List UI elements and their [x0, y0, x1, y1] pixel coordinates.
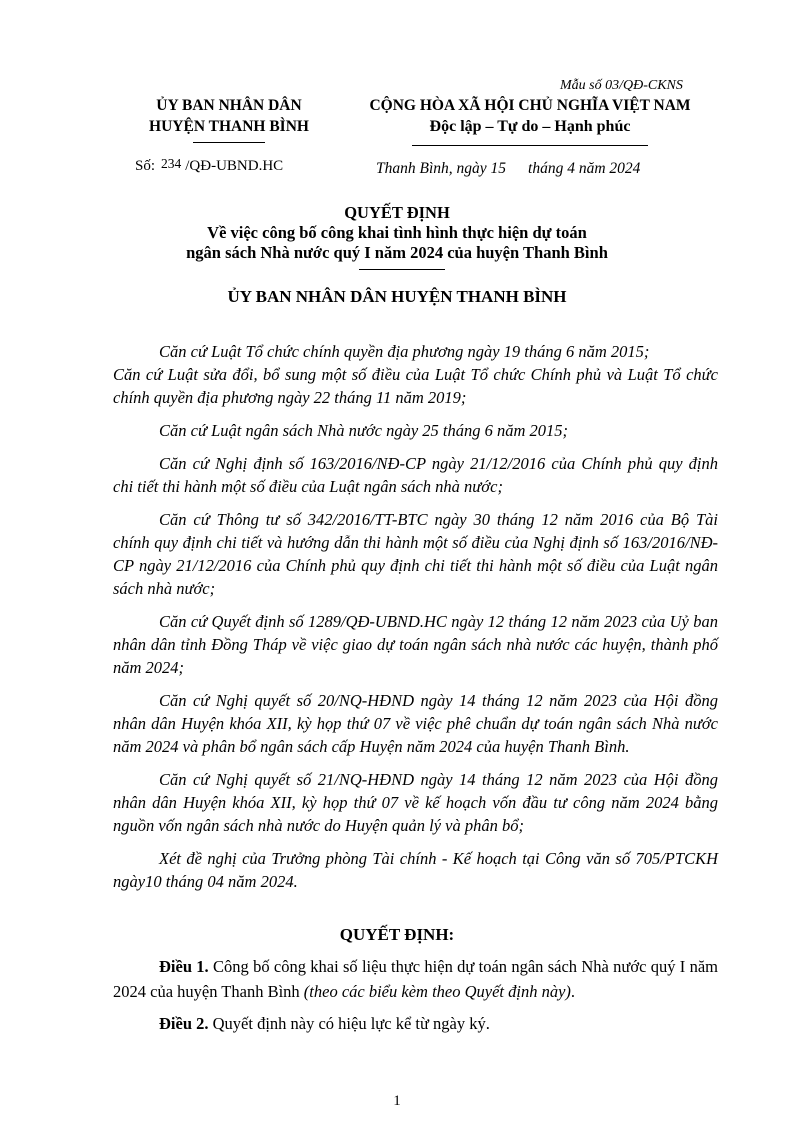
agency-underline: [193, 142, 265, 143]
preamble-item: Xét đề nghị của Trưởng phòng Tài chính - Kế hoạch tại Công văn số 705/PTCKH ngày10 tháng 04 năm 2024.: [113, 849, 718, 891]
preamble: [113, 340, 718, 893]
page-number: 1: [393, 1093, 401, 1109]
article-2: [113, 1011, 718, 1036]
article-1-end: .: [570, 982, 576, 1001]
doc-no-suffix: /QĐ-UBND.HC: [185, 158, 284, 174]
article-1-label: Điều 1.: [159, 957, 209, 976]
article-1: [113, 954, 718, 1004]
form-number: Mẫu số 03/QĐ-CKNS: [560, 78, 683, 93]
doc-no-prefix: Số:: [135, 158, 156, 174]
decision-title: [100, 203, 694, 263]
preamble-item: Căn cứ Luật ngân sách Nhà nước ngày 25 tháng 6 năm 2015;: [159, 421, 569, 440]
article-1-text: Công bố công khai số liệu thực hiện dự toán ngân sách Nhà nước quý I năm 2024 của huyện Thanh Bình: [113, 957, 718, 1001]
issue-date: [376, 160, 640, 178]
preamble-item: Căn cứ Thông tư số 342/2016/TT-BTC ngày 30 tháng 12 năm 2016 của Bộ Tài chính quy định chi tiết và hướng dẫn thi hành một số điều của Nghị định số 163/2016/NĐ-CP ngày 21/12/2016 của Chính phủ quy định chi tiết thi hành một số điều của Luật ngân sách nhà nước;: [113, 510, 718, 598]
article-1-note: (theo các biểu kèm theo Quyết định này): [303, 982, 571, 1001]
title-heading: QUYẾT ĐỊNH: [344, 203, 450, 222]
preamble-item: Căn cứ Luật sửa đổi, bổ sung một số điều của Luật Tổ chức Chính phủ và Luật Tổ chức chính quyền địa phương ngày 22 tháng 11 năm 2019;: [113, 365, 718, 407]
national-motto: [340, 95, 720, 137]
date-part-2: tháng 4 năm 2024: [528, 160, 641, 177]
preamble-item: Căn cứ Nghị quyết số 20/NQ-HĐND ngày 14 tháng 12 năm 2023 của Hội đồng nhân dân Huyện khóa XII, kỳ họp thứ 07 về việc phê chuẩn dự toán ngân sách Nhà nước năm 2024 và phân bổ ngân sách cấp Huyện năm 2024 của huyện Thanh Bình.: [113, 691, 718, 756]
nation-underline: [412, 145, 648, 146]
title-subject-line-2: ngân sách Nhà nước quý I năm 2024 của huyện Thanh Bình: [186, 243, 608, 262]
nation-line-2: Độc lập – Tự do – Hạnh phúc: [429, 118, 631, 135]
date-part-1: Thanh Bình, ngày 15: [376, 160, 507, 177]
agency-line-1: ỦY BAN NHÂN DÂN: [156, 97, 302, 114]
preamble-item: Căn cứ Quyết định số 1289/QĐ-UBND.HC ngày 12 tháng 12 năm 2023 của Uỷ ban nhân dân tỉnh Đồng Tháp về việc giao dự toán ngân sách nhà nước các huyện, thành phố năm 2024;: [113, 612, 718, 677]
nation-line-1: CỘNG HÒA XÃ HỘI CHỦ NGHĨA VIỆT NAM: [369, 97, 691, 114]
article-2-label: Điều 2.: [159, 1014, 209, 1033]
preamble-item: Căn cứ Luật Tổ chức chính quyền địa phương ngày 19 tháng 6 năm 2015;: [159, 342, 650, 361]
title-subject-line-1: Về việc công bố công khai tình hình thực hiện dự toán: [207, 223, 587, 242]
doc-no-value: 234: [161, 156, 182, 171]
title-underline: [359, 269, 445, 270]
issuing-agency: [128, 95, 330, 137]
document-number: [135, 158, 283, 175]
agency-line-2: HUYỆN THANH BÌNH: [149, 118, 309, 135]
preamble-item: Căn cứ Nghị định số 163/2016/NĐ-CP ngày 21/12/2016 của Chính phủ quy định chi tiết thi hành một số điều của Luật ngân sách nhà nước;: [113, 454, 718, 496]
authority-heading: ỦY BAN NHÂN DÂN HUYỆN THANH BÌNH: [227, 287, 567, 306]
article-2-text: Quyết định này có hiệu lực kể từ ngày ký.: [208, 1014, 490, 1033]
decision-heading: QUYẾT ĐỊNH:: [339, 925, 455, 944]
preamble-item: Căn cứ Nghị quyết số 21/NQ-HĐND ngày 14 tháng 12 năm 2023 của Hội đồng nhân dân Huyện khóa XII, kỳ họp thứ 07 về kế hoạch vốn đầu tư công năm 2024 bằng nguồn vốn ngân sách nhà nước do Huyện quản lý và phân bổ;: [113, 770, 718, 835]
